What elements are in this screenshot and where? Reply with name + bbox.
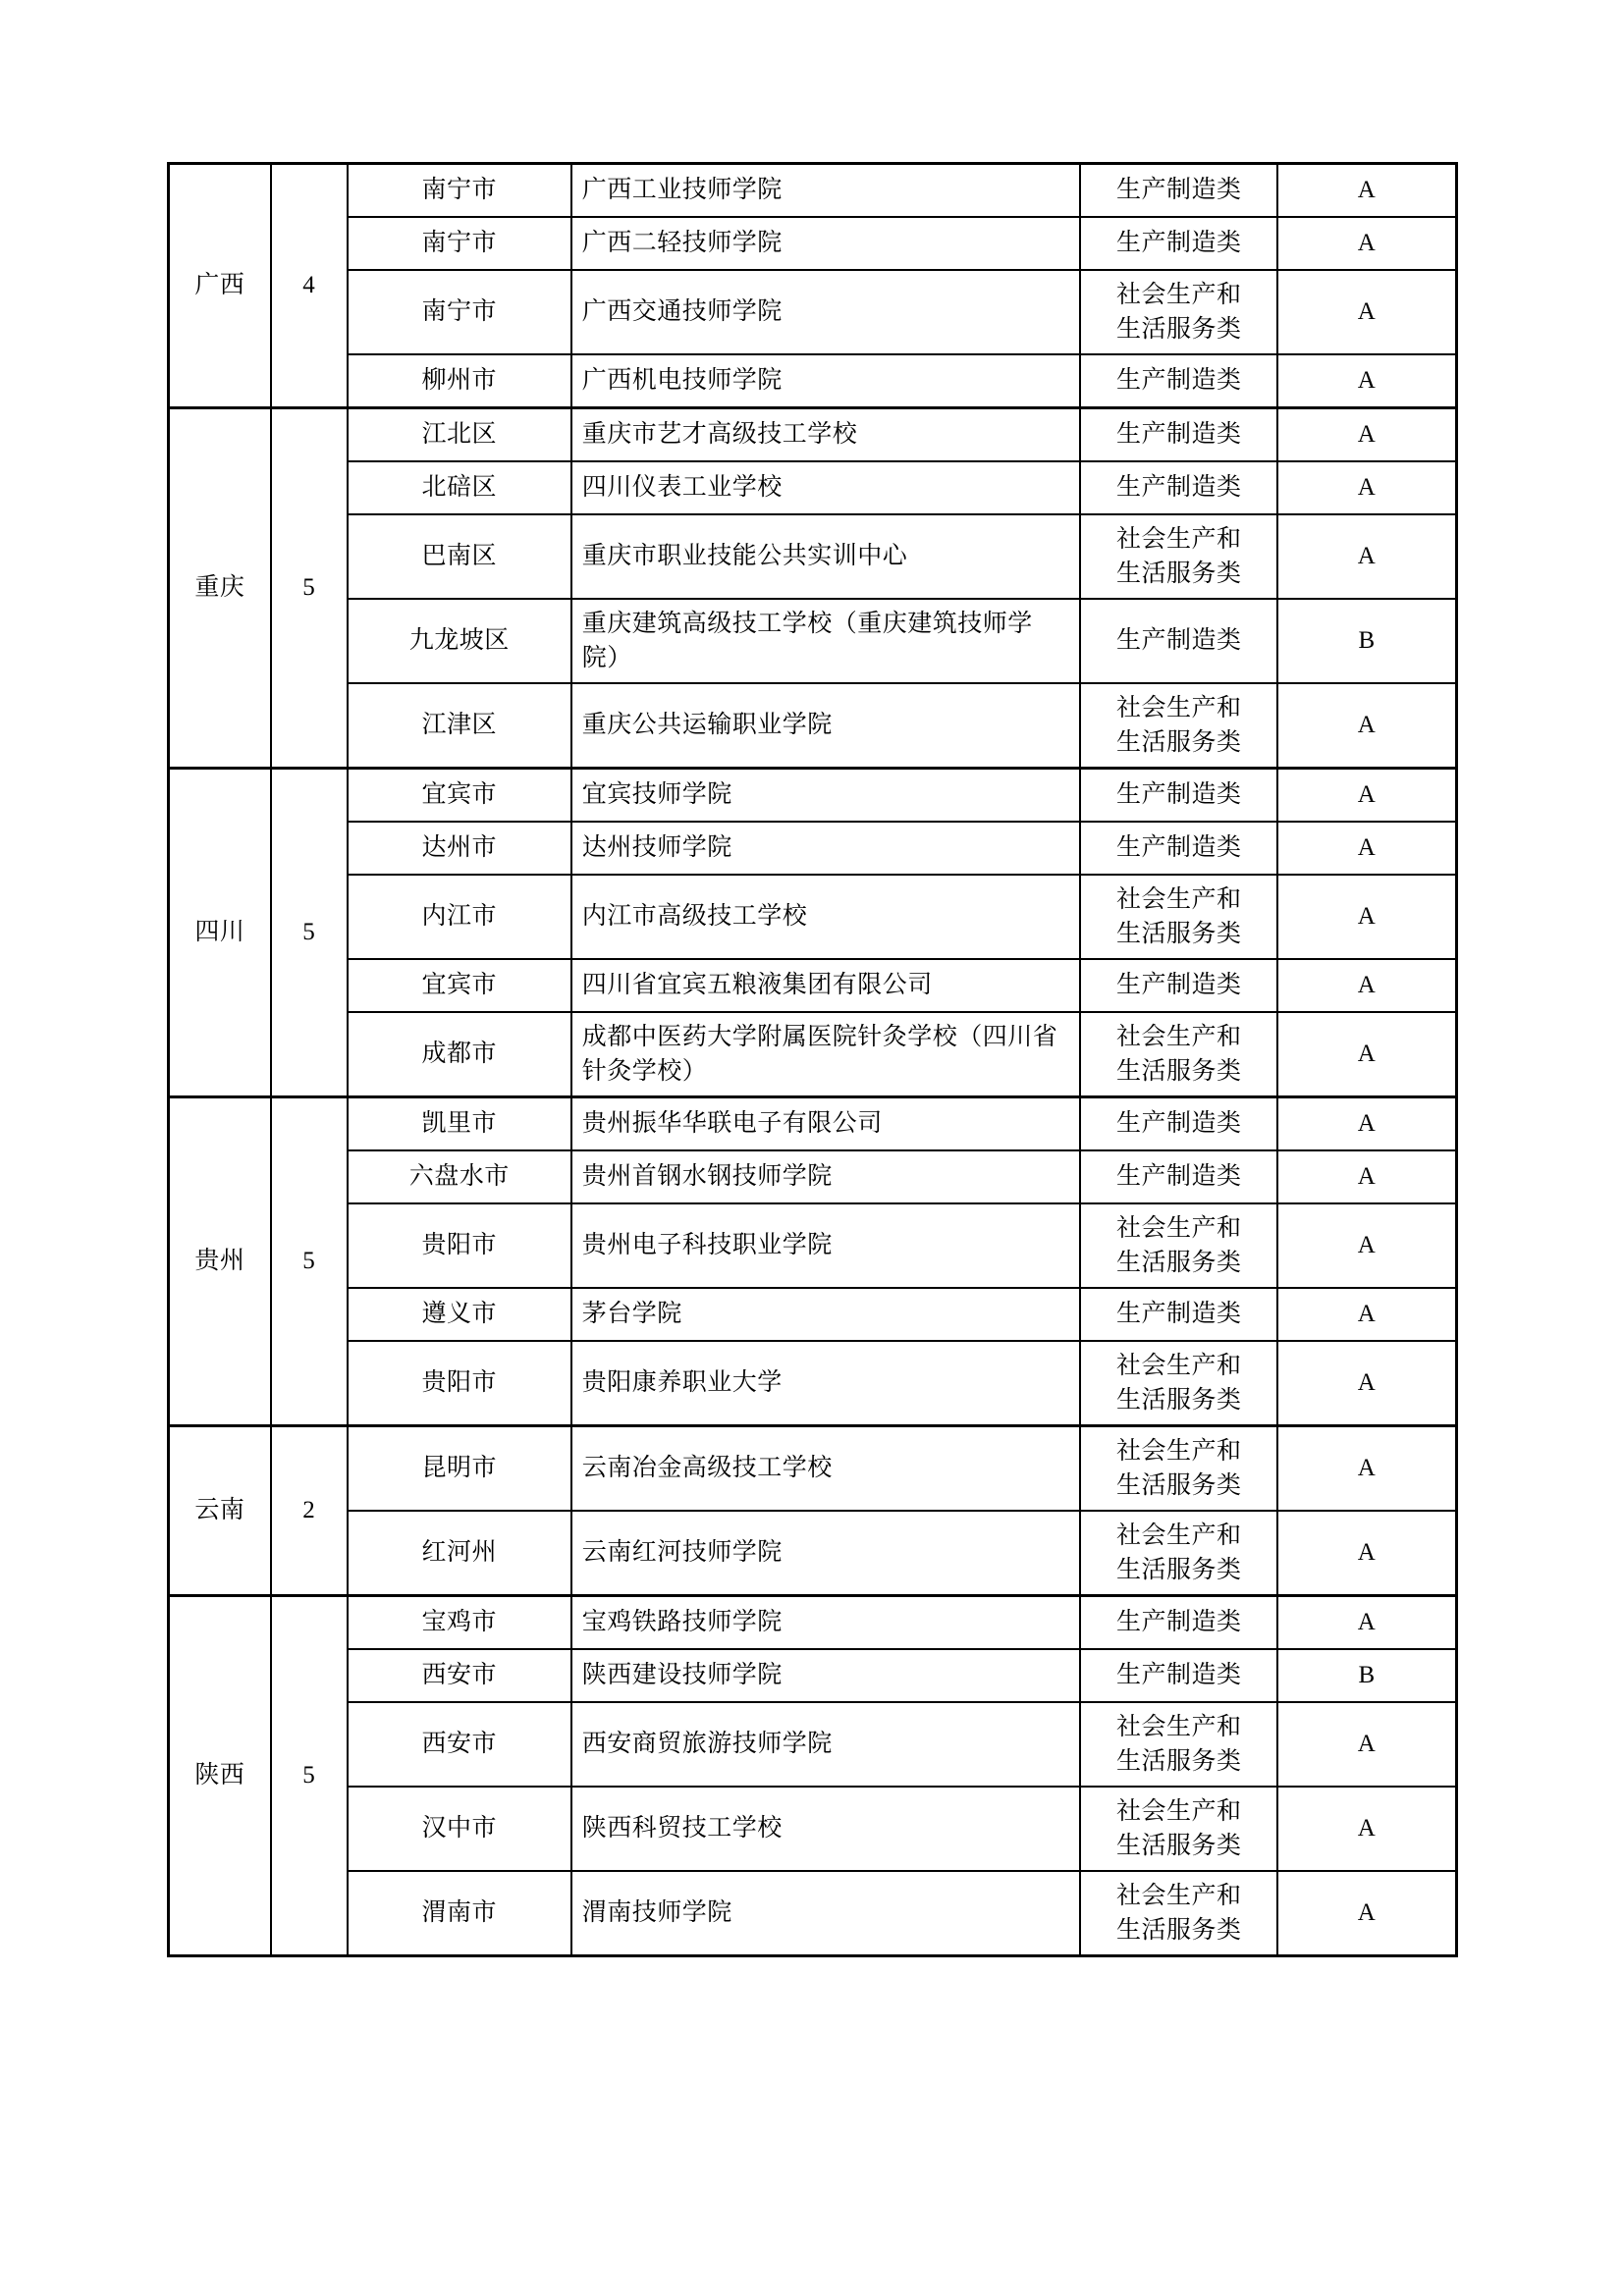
grade-cell: A [1277,1596,1456,1650]
category-cell [1080,959,1277,1012]
province-cell: 陕西 [169,1596,271,1956]
table-row [169,1426,1457,1512]
category-cell [1080,1097,1277,1151]
institution-cell: 西安商贸旅游技师学院 [571,1702,1081,1787]
category-cell [1080,1787,1277,1871]
city-cell: 昆明市 [348,1426,571,1512]
category-line: 社会生产和 [1116,1214,1242,1242]
city-cell: 江津区 [348,683,571,769]
institution-cell: 四川仪表工业学校 [571,461,1081,514]
category-cell [1080,769,1277,823]
category-cell [1080,514,1277,599]
category-cell [1080,683,1277,769]
grade-cell: A [1277,1012,1456,1097]
institution-cell: 贵州首钢水钢技师学院 [571,1150,1081,1203]
category-cell [1080,822,1277,875]
city-cell: 北碚区 [348,461,571,514]
grade-cell: A [1277,1341,1456,1426]
table-row [169,1012,1457,1097]
grade-cell: A [1277,408,1456,462]
province-count-cell: 5 [271,769,348,1097]
table-row [169,270,1457,354]
grade-cell: A [1277,1150,1456,1203]
city-cell: 江北区 [348,408,571,462]
table-row [169,1871,1457,1956]
category-line: 生产制造类 [1116,1662,1242,1689]
province-count-cell: 5 [271,1596,348,1956]
institution-cell: 重庆市艺才高级技工学校 [571,408,1081,462]
category-line: 生产制造类 [1116,367,1242,395]
category-cell [1080,354,1277,408]
category-line: 生活服务类 [1116,1387,1242,1414]
grade-cell: A [1277,1097,1456,1151]
province-count-cell: 4 [271,164,348,408]
institution-cell: 重庆市职业技能公共实训中心 [571,514,1081,599]
table-row [169,1150,1457,1203]
table-row [169,1288,1457,1341]
grade-cell: A [1277,1871,1456,1956]
table-row [169,875,1457,959]
grade-cell: A [1277,822,1456,875]
city-cell: 遵义市 [348,1288,571,1341]
institution-cell: 云南红河技师学院 [571,1511,1081,1596]
category-cell [1080,1426,1277,1512]
grade-cell: B [1277,1649,1456,1702]
grade-cell: A [1277,1511,1456,1596]
category-line: 社会生产和 [1116,1437,1242,1465]
institution-cell: 重庆建筑高级技工学校（重庆建筑技师学院） [571,599,1081,683]
category-line: 生产制造类 [1116,1301,1242,1328]
city-cell: 西安市 [348,1649,571,1702]
category-line: 生产制造类 [1116,421,1242,449]
category-line: 生活服务类 [1116,1833,1242,1859]
city-cell: 柳州市 [348,354,571,408]
grade-cell: A [1277,1288,1456,1341]
city-cell: 南宁市 [348,164,571,218]
grade-cell: B [1277,599,1456,683]
category-line: 社会生产和 [1116,281,1242,308]
table-row [169,217,1457,270]
city-cell: 内江市 [348,875,571,959]
grade-cell: A [1277,683,1456,769]
institution-cell: 广西机电技师学院 [571,354,1081,408]
category-line: 社会生产和 [1116,885,1242,913]
city-cell: 宜宾市 [348,769,571,823]
table-row [169,1097,1457,1151]
institution-cell: 四川省宜宾五粮液集团有限公司 [571,959,1081,1012]
table-row [169,1341,1457,1426]
table-row [169,599,1457,683]
institution-cell: 茅台学院 [571,1288,1081,1341]
category-line: 生产制造类 [1116,1609,1242,1636]
category-line: 社会生产和 [1116,525,1242,553]
table-body [169,164,1457,1956]
category-line: 生产制造类 [1116,1163,1242,1191]
institution-cell: 渭南技师学院 [571,1871,1081,1956]
category-line: 生活服务类 [1116,1748,1242,1775]
table-row [169,1702,1457,1787]
category-line: 生产制造类 [1116,834,1242,862]
table-row [169,164,1457,218]
table-container [167,162,1458,1957]
grade-cell: A [1277,875,1456,959]
institution-cell: 贵州电子科技职业学院 [571,1203,1081,1288]
institution-cell: 宝鸡铁路技师学院 [571,1596,1081,1650]
institution-cell: 陕西科贸技工学校 [571,1787,1081,1871]
institution-cell: 广西二轻技师学院 [571,217,1081,270]
institution-cell: 贵阳康养职业大学 [571,1341,1081,1426]
grade-cell: A [1277,769,1456,823]
category-line: 生产制造类 [1116,474,1242,502]
category-cell [1080,1596,1277,1650]
category-line: 生产制造类 [1116,781,1242,809]
province-cell: 广西 [169,164,271,408]
grade-cell: A [1277,164,1456,218]
province-cell: 四川 [169,769,271,1097]
city-cell: 宝鸡市 [348,1596,571,1650]
province-count-cell: 5 [271,408,348,769]
province-cell: 重庆 [169,408,271,769]
grade-cell: A [1277,217,1456,270]
institution-cell: 宜宾技师学院 [571,769,1081,823]
category-line: 社会生产和 [1116,694,1242,721]
table-row [169,822,1457,875]
grade-cell: A [1277,514,1456,599]
grade-cell: A [1277,354,1456,408]
city-cell: 凯里市 [348,1097,571,1151]
city-cell: 达州市 [348,822,571,875]
province-count-cell: 2 [271,1426,348,1596]
category-line: 生活服务类 [1116,1917,1242,1944]
institution-cell: 广西工业技师学院 [571,164,1081,218]
city-cell: 巴南区 [348,514,571,599]
category-line: 生活服务类 [1116,1058,1242,1085]
category-line: 生产制造类 [1116,972,1242,999]
city-cell: 贵阳市 [348,1341,571,1426]
institution-cell: 成都中医药大学附属医院针灸学校（四川省针灸学校） [571,1012,1081,1097]
table-row [169,354,1457,408]
category-cell [1080,461,1277,514]
city-cell: 宜宾市 [348,959,571,1012]
category-cell [1080,599,1277,683]
table-row [169,769,1457,823]
category-line: 生活服务类 [1116,561,1242,587]
institution-listing-table [167,162,1458,1957]
city-cell: 九龙坡区 [348,599,571,683]
category-cell [1080,164,1277,218]
city-cell: 渭南市 [348,1871,571,1956]
table-row [169,683,1457,769]
grade-cell: A [1277,1203,1456,1288]
city-cell: 贵阳市 [348,1203,571,1288]
city-cell: 南宁市 [348,270,571,354]
category-line: 生产制造类 [1116,627,1242,655]
table-row [169,461,1457,514]
table-row [169,1649,1457,1702]
city-cell: 西安市 [348,1702,571,1787]
category-cell [1080,1649,1277,1702]
grade-cell: A [1277,1426,1456,1512]
table-row [169,1203,1457,1288]
category-line: 生活服务类 [1116,1472,1242,1499]
category-line: 社会生产和 [1116,1352,1242,1379]
grade-cell: A [1277,1787,1456,1871]
category-line: 生产制造类 [1116,230,1242,257]
city-cell: 成都市 [348,1012,571,1097]
category-cell [1080,1871,1277,1956]
table-row [169,1787,1457,1871]
province-count-cell: 5 [271,1097,348,1426]
table-row [169,408,1457,462]
category-line: 生产制造类 [1116,1110,1242,1138]
category-cell [1080,1511,1277,1596]
category-cell [1080,1203,1277,1288]
institution-cell: 达州技师学院 [571,822,1081,875]
category-cell [1080,270,1277,354]
category-line: 生活服务类 [1116,1250,1242,1276]
category-line: 生活服务类 [1116,729,1242,756]
table-row [169,959,1457,1012]
category-cell [1080,1150,1277,1203]
grade-cell: A [1277,461,1456,514]
table-row [169,1596,1457,1650]
city-cell: 南宁市 [348,217,571,270]
category-line: 社会生产和 [1116,1797,1242,1825]
category-line: 生活服务类 [1116,1557,1242,1583]
institution-cell: 重庆公共运输职业学院 [571,683,1081,769]
category-line: 社会生产和 [1116,1713,1242,1740]
category-cell [1080,1288,1277,1341]
city-cell: 红河州 [348,1511,571,1596]
province-cell: 云南 [169,1426,271,1596]
category-cell [1080,1702,1277,1787]
table-row [169,1511,1457,1596]
category-cell [1080,408,1277,462]
category-cell [1080,875,1277,959]
table-row [169,514,1457,599]
category-line: 社会生产和 [1116,1023,1242,1050]
institution-cell: 陕西建设技师学院 [571,1649,1081,1702]
category-cell [1080,1012,1277,1097]
category-line: 生产制造类 [1116,177,1242,204]
institution-cell: 云南冶金高级技工学校 [571,1426,1081,1512]
grade-cell: A [1277,270,1456,354]
category-line: 社会生产和 [1116,1882,1242,1909]
category-line: 生活服务类 [1116,921,1242,947]
institution-cell: 内江市高级技工学校 [571,875,1081,959]
category-line: 生活服务类 [1116,316,1242,343]
grade-cell: A [1277,959,1456,1012]
city-cell: 六盘水市 [348,1150,571,1203]
city-cell: 汉中市 [348,1787,571,1871]
category-cell [1080,217,1277,270]
institution-cell: 广西交通技师学院 [571,270,1081,354]
category-cell [1080,1341,1277,1426]
province-cell: 贵州 [169,1097,271,1426]
institution-cell: 贵州振华华联电子有限公司 [571,1097,1081,1151]
grade-cell: A [1277,1702,1456,1787]
category-line: 社会生产和 [1116,1522,1242,1549]
